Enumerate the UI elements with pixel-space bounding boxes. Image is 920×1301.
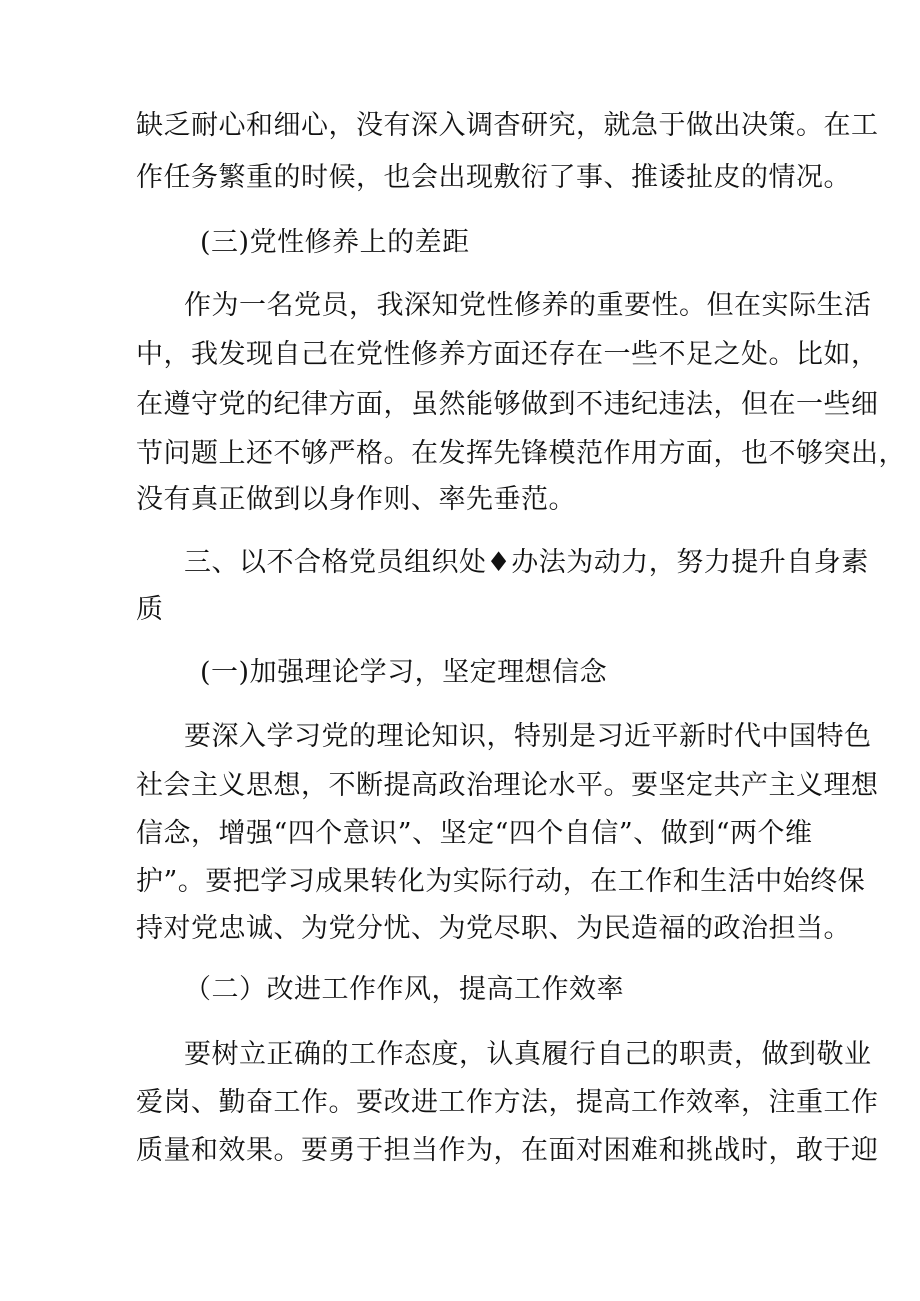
body-text-line: 要树立正确的工作态度，认真履行自己的职责，做到敬业 [184,1039,872,1070]
body-text-line: 作为一名党员，我深知党性修养的重要性。但在实际生活 [184,290,872,321]
section-heading: （二）改进工作作风，提高工作效率 [184,974,624,1005]
section-heading: (三)党性修养上的差距 [200,227,470,258]
body-text-line: 在遵守党的纪律方面，虽然能够做到不违纪违法，但在一些细 [136,389,879,420]
body-text-line: 中，我发现自己在党性修养方面还存在一些不足之处。比如， [136,339,879,370]
body-text-line: 信念，增强“四个意识”、坚定“四个自信”、做到“两个维 [136,818,813,849]
body-text-line: 没有真正做到以身作则、率先垂范。 [136,484,576,515]
body-text-line: 质量和效果。要勇于担当作为，在面对困难和挑战时，敢于迎 [136,1135,879,1166]
body-text-line: 作任务繁重的时候，也会出现敷衍了事、推诿扯皮的情况。 [136,162,851,193]
body-text-line: 要深入学习党的理论知识，特别是习近平新时代中国特色 [184,721,872,752]
body-text-line: 社会主义思想，不断提高政治理论水平。要坚定共产主义理想 [136,770,879,801]
body-text-line: 缺乏耐心和细心，没有深入调杳研究，就急于做出决策。在工 [136,110,879,141]
body-text-line: 爱岗、勤奋工作。要改进工作方法，提高工作效率，注重工作 [136,1087,879,1118]
body-text-line: 持对党忠诚、为党分忧、为党尽职、为民造福的政治担当。 [136,913,851,944]
body-text-line: 节问题上还不够严格。在发挥先锋模范作用方面，也不够突出， [136,438,906,469]
chapter-heading: 质 [136,594,164,625]
body-text-line: 护”。要把学习成果转化为实际行动，在工作和生活中始终保 [136,866,866,897]
chapter-heading: 三、以不合格党员组织处♦办法为动力，努力提升自身素 [184,547,869,578]
section-heading: (一)加强理论学习，坚定理想信念 [200,657,608,688]
